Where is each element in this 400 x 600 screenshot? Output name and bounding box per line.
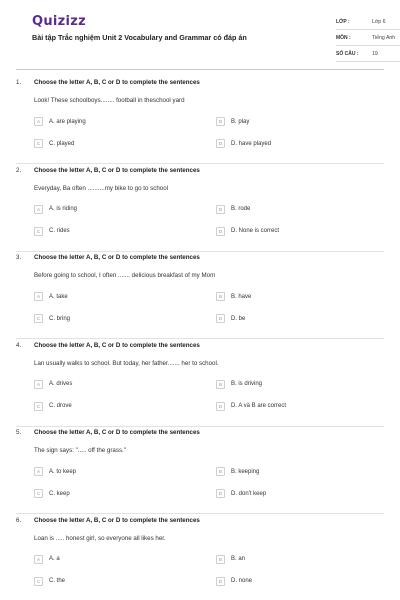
option-letter-box: C xyxy=(34,577,43,586)
option-d[interactable] xyxy=(216,489,266,498)
option-text: C. keep xyxy=(49,490,70,497)
question-prompt: Choose the letter A, B, C or D to complete the sentences xyxy=(34,79,200,86)
option-text: A. is riding xyxy=(49,206,78,212)
question-divider xyxy=(16,513,384,514)
option-letter-box: B xyxy=(216,205,225,214)
option-b[interactable] xyxy=(216,467,259,476)
question-number: 5. xyxy=(16,429,22,436)
option-d[interactable] xyxy=(216,314,245,323)
option-d[interactable] xyxy=(216,402,286,411)
option-letter-box: B xyxy=(216,555,225,564)
question-number: 2. xyxy=(16,166,22,174)
option-letter-box: A xyxy=(34,292,43,301)
question-item xyxy=(16,167,384,255)
worksheet-header xyxy=(16,0,396,70)
option-b[interactable] xyxy=(216,205,250,214)
option-text: B. rode xyxy=(231,206,251,212)
question-prompt: Choose the letter A, B, C or D to complete the sentences xyxy=(34,254,200,261)
question-item xyxy=(16,79,384,167)
header-divider xyxy=(16,69,384,70)
question-item xyxy=(16,429,384,517)
option-letter-box: A xyxy=(34,467,43,476)
option-text: A. a xyxy=(49,556,60,562)
option-text: A. to keep xyxy=(49,468,77,475)
option-letter-box: D xyxy=(216,314,225,323)
meta-label: SỐ CÂU : xyxy=(336,50,359,57)
option-text: B. play xyxy=(231,118,250,125)
question-item xyxy=(16,342,384,430)
option-text: C. played xyxy=(49,140,75,147)
option-letter-box: B xyxy=(216,467,225,476)
option-letter-box: A xyxy=(34,117,43,126)
option-c[interactable] xyxy=(34,402,72,411)
option-text: C. bring xyxy=(49,315,71,322)
option-a[interactable] xyxy=(34,555,60,564)
question-divider xyxy=(16,426,384,427)
option-letter-box: D xyxy=(216,489,225,498)
option-a[interactable] xyxy=(34,467,76,476)
option-c[interactable] xyxy=(34,577,65,586)
option-letter-box: C xyxy=(34,402,43,411)
option-b[interactable] xyxy=(216,555,245,564)
option-letter-box: D xyxy=(216,402,225,411)
option-letter-box: A xyxy=(34,205,43,214)
option-text: D. None is correct xyxy=(231,228,280,234)
option-b[interactable] xyxy=(216,292,251,301)
question-sentence: Everyday, Ba often ..........my bike to go to school xyxy=(34,184,169,192)
option-letter-box: C xyxy=(34,489,43,498)
question-divider xyxy=(16,251,384,252)
question-number: 6. xyxy=(16,516,22,524)
option-b[interactable] xyxy=(216,117,249,126)
quizizz-logo: Quizizz xyxy=(32,14,87,29)
option-text: A. are playing xyxy=(49,118,86,125)
question-sentence: Loan is ..... honest girl, so everyone all likes her. xyxy=(34,534,166,542)
question-item xyxy=(16,254,384,342)
meta-row-subject xyxy=(336,30,400,46)
option-text: C. drove xyxy=(49,403,72,409)
question-prompt: Choose the letter A, B, C or D to complete the sentences xyxy=(34,516,200,524)
option-text: A. take xyxy=(49,293,68,300)
question-prompt: Choose the letter A, B, C or D to complete the sentences xyxy=(34,166,200,174)
option-c[interactable] xyxy=(34,489,70,498)
option-text: D. be xyxy=(231,315,246,322)
question-divider xyxy=(16,163,384,164)
option-letter-box: B xyxy=(216,380,225,389)
option-letter-box: C xyxy=(34,227,43,236)
question-number: 1. xyxy=(16,79,22,86)
option-letter-box: D xyxy=(216,227,225,236)
option-letter-box: B xyxy=(216,117,225,126)
option-text: D. don't keep xyxy=(231,490,267,497)
option-text: D. A và B are correct xyxy=(231,403,287,409)
option-letter-box: D xyxy=(216,577,225,586)
option-d[interactable] xyxy=(216,227,279,236)
option-c[interactable] xyxy=(34,227,70,236)
meta-row-question-count xyxy=(336,46,400,62)
question-sentence: Before going to school, I often ....... delicious breakfast of my Mom xyxy=(34,272,216,279)
option-letter-box: C xyxy=(34,139,43,148)
worksheet-title: Bài tập Trắc nghiệm Unit 2 Vocabulary and Grammar có đáp án xyxy=(32,33,247,42)
option-text: B. have xyxy=(231,293,252,300)
option-letter-box: C xyxy=(34,314,43,323)
option-letter-box: A xyxy=(34,380,43,389)
meta-value: 19 xyxy=(372,50,378,57)
question-divider xyxy=(16,338,384,339)
option-letter-box: D xyxy=(216,139,225,148)
meta-label: MÔN : xyxy=(336,34,351,41)
meta-row-class xyxy=(336,14,400,30)
question-sentence: Look! These schoolboys........ football in theschool yard xyxy=(34,97,185,104)
meta-label: LỚP : xyxy=(336,18,350,25)
question-prompt: Choose the letter A, B, C or D to complete the sentences xyxy=(34,429,200,436)
option-text: B. keeping xyxy=(231,468,260,475)
option-letter-box: B xyxy=(216,292,225,301)
meta-value: Lớp 6 xyxy=(372,18,386,25)
option-d[interactable] xyxy=(216,577,252,586)
option-text: B. an xyxy=(231,556,246,562)
meta-value: Tiếng Anh xyxy=(372,34,396,41)
question-sentence: Lan usually walks to school. But today, her father....... her to school. xyxy=(34,359,219,367)
option-text: D. none xyxy=(231,578,253,584)
option-a[interactable] xyxy=(34,292,68,301)
option-text: B. is driving xyxy=(231,381,263,387)
question-number: 4. xyxy=(16,341,22,349)
option-text: C. the xyxy=(49,578,66,584)
option-text: D. have played xyxy=(231,140,272,147)
question-number: 3. xyxy=(16,254,22,261)
option-a[interactable] xyxy=(34,117,86,126)
option-c[interactable] xyxy=(34,314,70,323)
option-c[interactable] xyxy=(34,139,74,148)
option-letter-box: A xyxy=(34,555,43,564)
option-text: A. drives xyxy=(49,381,73,387)
option-a[interactable] xyxy=(34,380,72,389)
worksheet-meta xyxy=(336,14,400,62)
option-d[interactable] xyxy=(216,139,271,148)
question-list xyxy=(16,79,384,600)
question-prompt: Choose the letter A, B, C or D to complete the sentences xyxy=(34,341,200,349)
option-a[interactable] xyxy=(34,205,77,214)
option-b[interactable] xyxy=(216,380,262,389)
question-sentence: The sign says: "..... off the grass." xyxy=(34,447,126,454)
question-item xyxy=(16,517,384,600)
option-text: C. rides xyxy=(49,228,70,234)
